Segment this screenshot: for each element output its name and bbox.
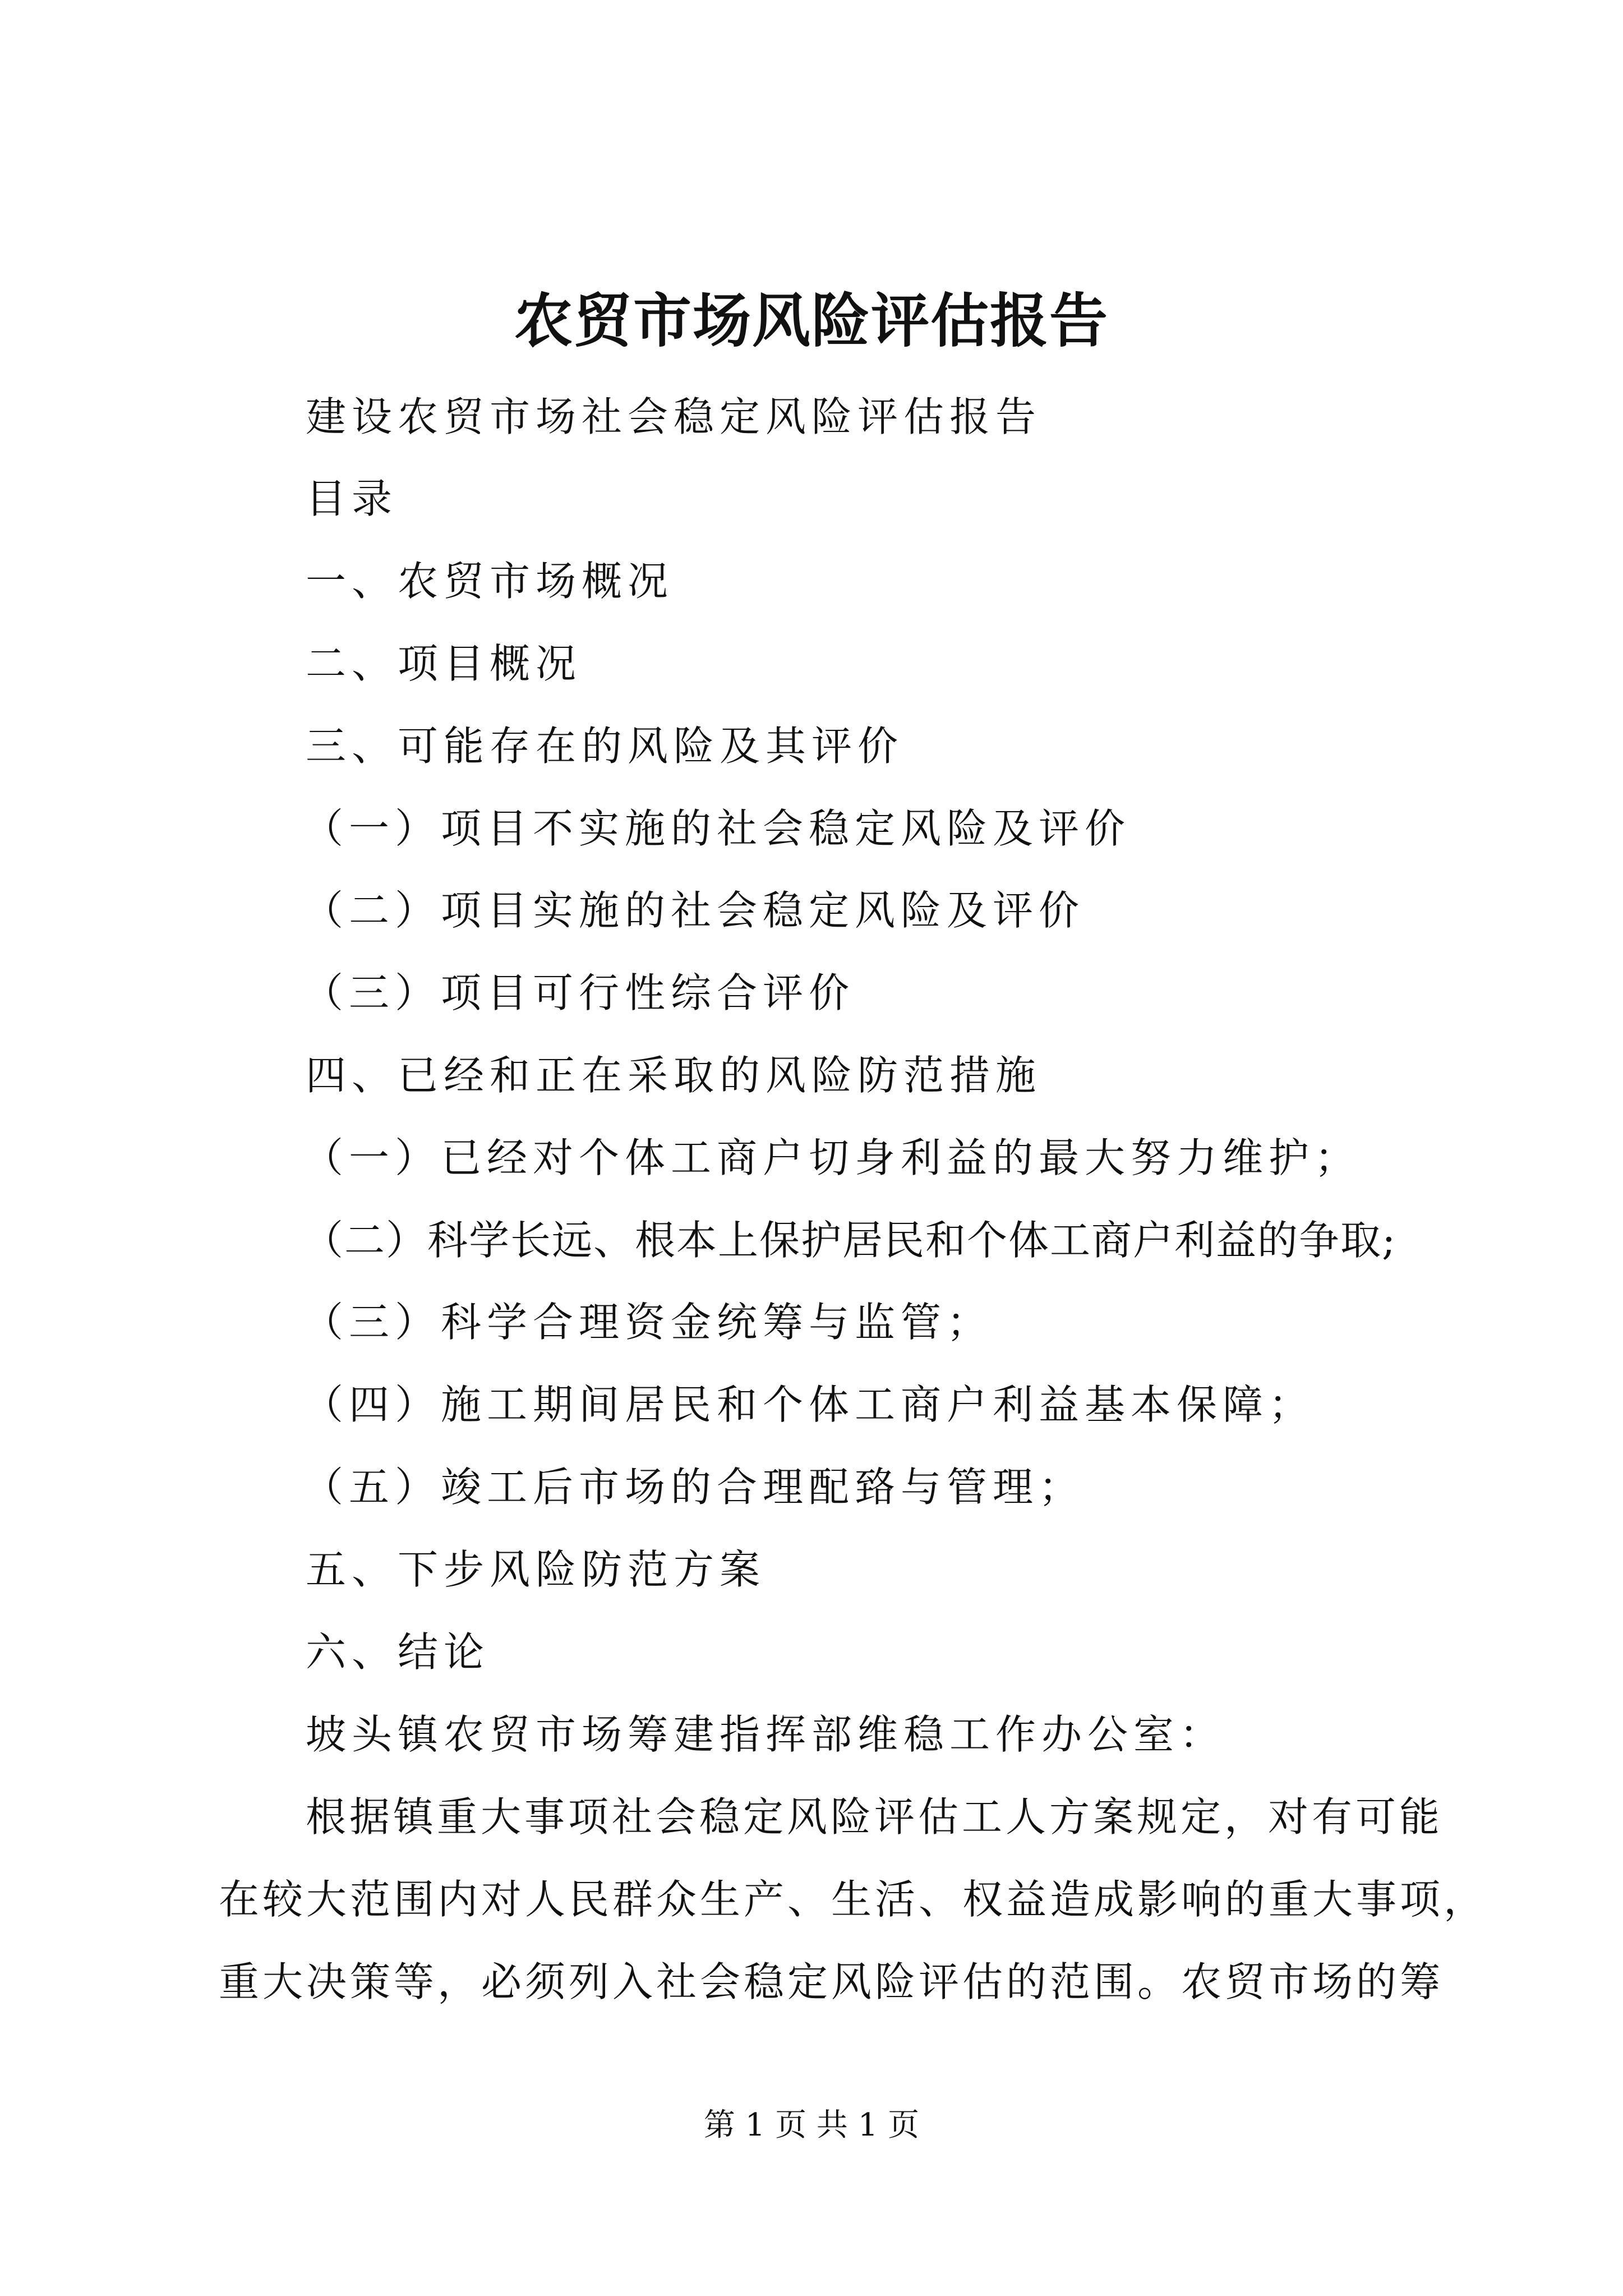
toc-item: （五）竣工后市场的合理配臵与管理； — [303, 1464, 1085, 1511]
toc-item: （一）项目不实施的社会稳定风险及评价 — [303, 805, 1131, 852]
toc-heading: 目录 — [306, 475, 398, 522]
toc-item: 四、已经和正在采取的风险防范措施 — [306, 1052, 1042, 1099]
toc-item: 一、农贸市场概况 — [306, 558, 674, 605]
toc-item: （三）科学合理资金统筹与监管； — [303, 1299, 993, 1346]
document-title: 农贸市场风险评估报告 — [514, 286, 1109, 355]
addressee: 坡头镇农贸市场筹建指挥部维稳工作办公室： — [306, 1711, 1226, 1758]
toc-item: （一）已经对个体工商户切身利益的最大努力维护； — [303, 1134, 1361, 1181]
body-line: 在较大范围内对人民群众生产、生活、权益造成影响的重大事项， — [219, 1876, 1488, 1923]
toc-item: 六、结论 — [306, 1628, 490, 1676]
subtitle: 建设农贸市场社会稳定风险评估报告 — [306, 393, 1042, 440]
page-number: 第 1 页 共 1 页 — [703, 2107, 920, 2143]
toc-item: （二）科学长远、根本上保护居民和个体工商户利益的争取; — [303, 1217, 1397, 1264]
toc-item: （四）施工期间居民和个体工商户利益基本保障； — [303, 1381, 1315, 1428]
body-line: 重大决策等，必须列入社会稳定风险评估的范围。农贸市场的筹 — [219, 1958, 1444, 2005]
toc-item: 三、可能存在的风险及其评价 — [306, 723, 904, 770]
toc-item: （二）项目实施的社会稳定风险及评价 — [303, 887, 1085, 934]
body-line: 根据镇重大事项社会稳定风险评估工人方案规定，对有可能 — [306, 1793, 1444, 1841]
toc-item: 二、项目概况 — [306, 640, 582, 687]
toc-item: 五、下步风险防范方案 — [306, 1546, 766, 1593]
toc-item: （三）项目可行性综合评价 — [303, 969, 855, 1016]
